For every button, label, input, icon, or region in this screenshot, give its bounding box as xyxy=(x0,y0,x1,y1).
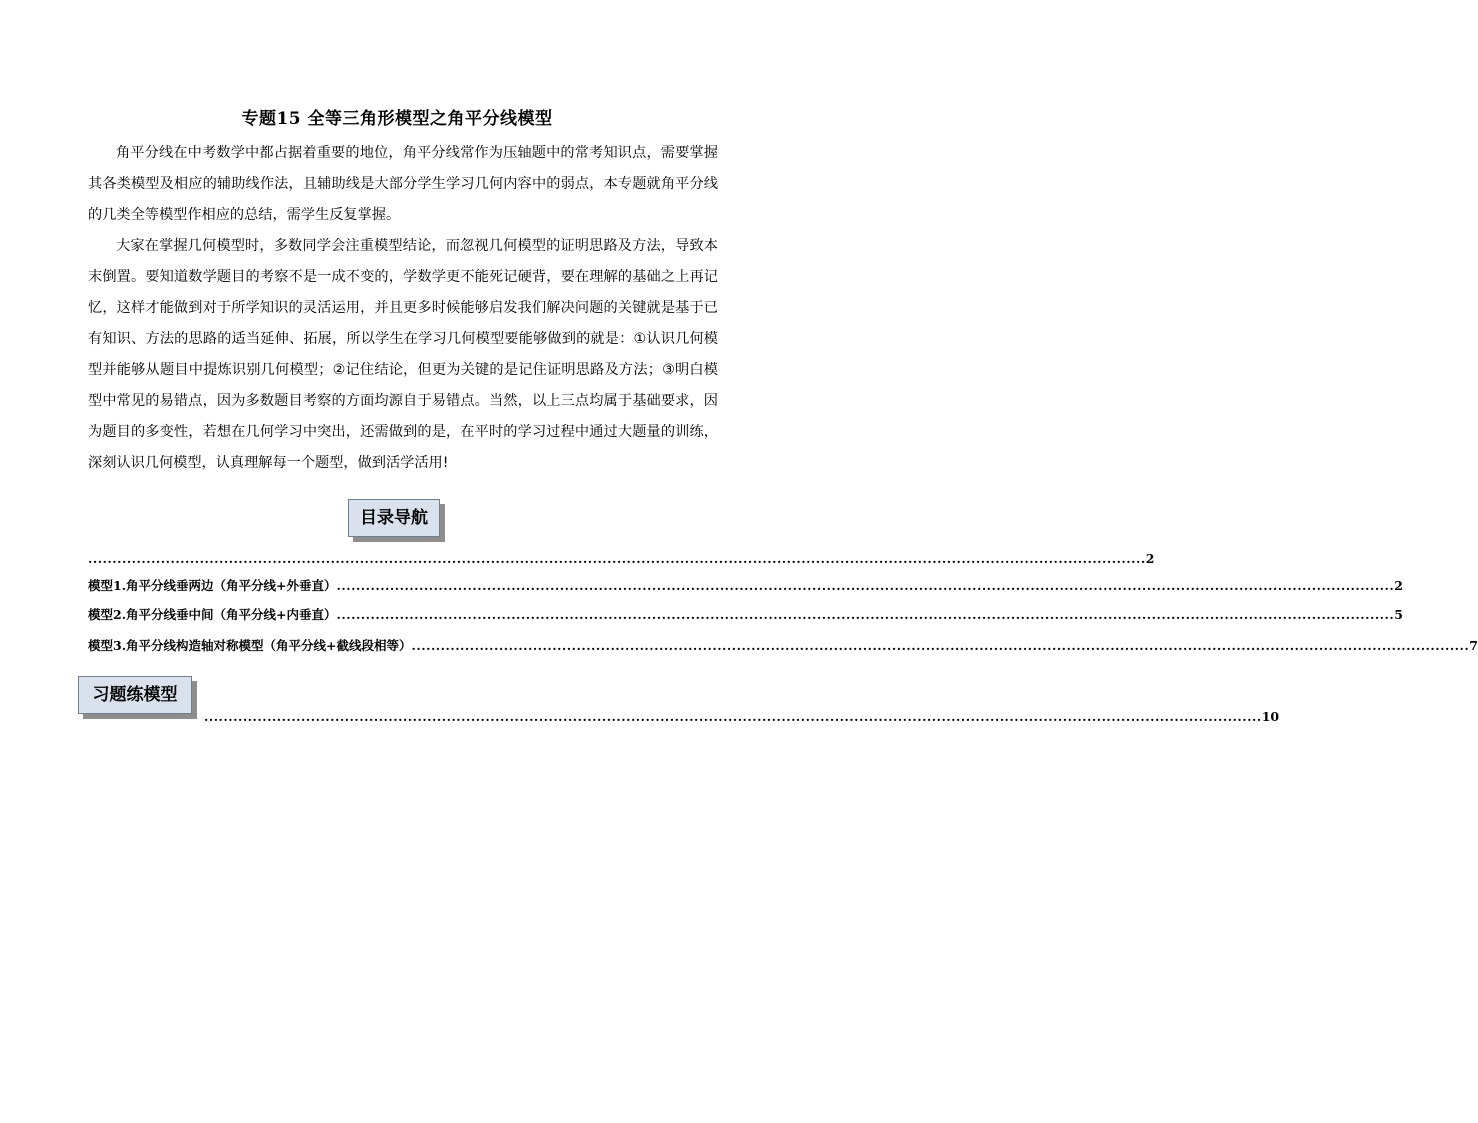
toc-leader-dots: .......................................................................................................................................................................................................................... xyxy=(411,638,1470,653)
toc-leader-dots: .......................................................................................................................................................................................................................... xyxy=(336,607,1395,622)
toc-page-number: 10 xyxy=(1261,709,1280,724)
exercise-heading-box xyxy=(78,676,192,714)
intro-paragraph-2: 大家在掌握几何模型时，多数同学会注重模型结论，而忽视几何模型的证明思路及方法，导致本末倒置。要知道数学题目的考察不是一成不变的，学数学更不能死记硬背，要在理解的基础之上再记忆，这样才能做到对于所学知识的灵活运用，并且更多时候能够启发我们解决问题的关键就是基于已有知识、方法的思路的适当延伸、拓展，所以学生在学习几何模型要能够做到的就是：①认识几何模型并能够从题目中提炼识别几何模型；②记住结论，但更为关键的是记住证明思路及方法；③明白模型中常见的易错点，因为多数题目考察的方面均源自于易错点。当然，以上三点均属于基础要求，因为题目的多变性，若想在几何学习中突出，还需做到的是，在平时的学习过程中通过大题量的训练，深刻认识几何模型，认真理解每一个题型，做到活学活用! xyxy=(88,238,718,471)
toc-entry-model-2[interactable] xyxy=(88,605,1403,623)
exercise-heading-label: 习题练模型 xyxy=(78,676,192,714)
toc-entry-label: 模型2.角平分线垂中间（角平分线+内垂直） xyxy=(88,607,337,622)
toc-entry-label: 模型3.角平分线构造轴对称模型（角平分线+截线段相等） xyxy=(88,638,412,653)
toc-entry-exercises[interactable] xyxy=(204,709,1280,724)
document-title: 专题15 全等三角形模型之角平分线模型 xyxy=(241,109,553,129)
toc-page-number: 2 xyxy=(1145,551,1155,566)
toc-page-number: 5 xyxy=(1394,607,1403,622)
toc-page-number: 7 xyxy=(1469,638,1478,653)
toc-entry-model-1[interactable] xyxy=(88,576,1403,594)
toc-leader-dots: .......................................................................................................................................................................................................................... xyxy=(336,578,1395,593)
toc-leader-dots: .......................................................................................................................................................................................................................... xyxy=(204,709,1262,724)
toc-entry-label: 模型1.角平分线垂两边（角平分线+外垂直） xyxy=(88,578,337,593)
toc-entry[interactable] xyxy=(88,551,1155,566)
toc-leader-dots: .......................................................................................................................................................................................................................... xyxy=(88,551,1146,566)
nav-heading-box xyxy=(348,499,440,537)
toc-page-number: 2 xyxy=(1394,578,1403,593)
nav-heading-label: 目录导航 xyxy=(348,499,440,537)
intro-paragraph-1: 角平分线在中考数学中都占据着重要的地位，角平分线常作为压轴题中的常考知识点，需要掌握其各类模型及相应的辅助线作法，且辅助线是大部分学生学习几何内容中的弱点，本专题就角平分线的几类全等模型作相应的总结，需学生反复掌握。 xyxy=(88,145,718,223)
toc-entry-model-3[interactable] xyxy=(88,636,1478,654)
